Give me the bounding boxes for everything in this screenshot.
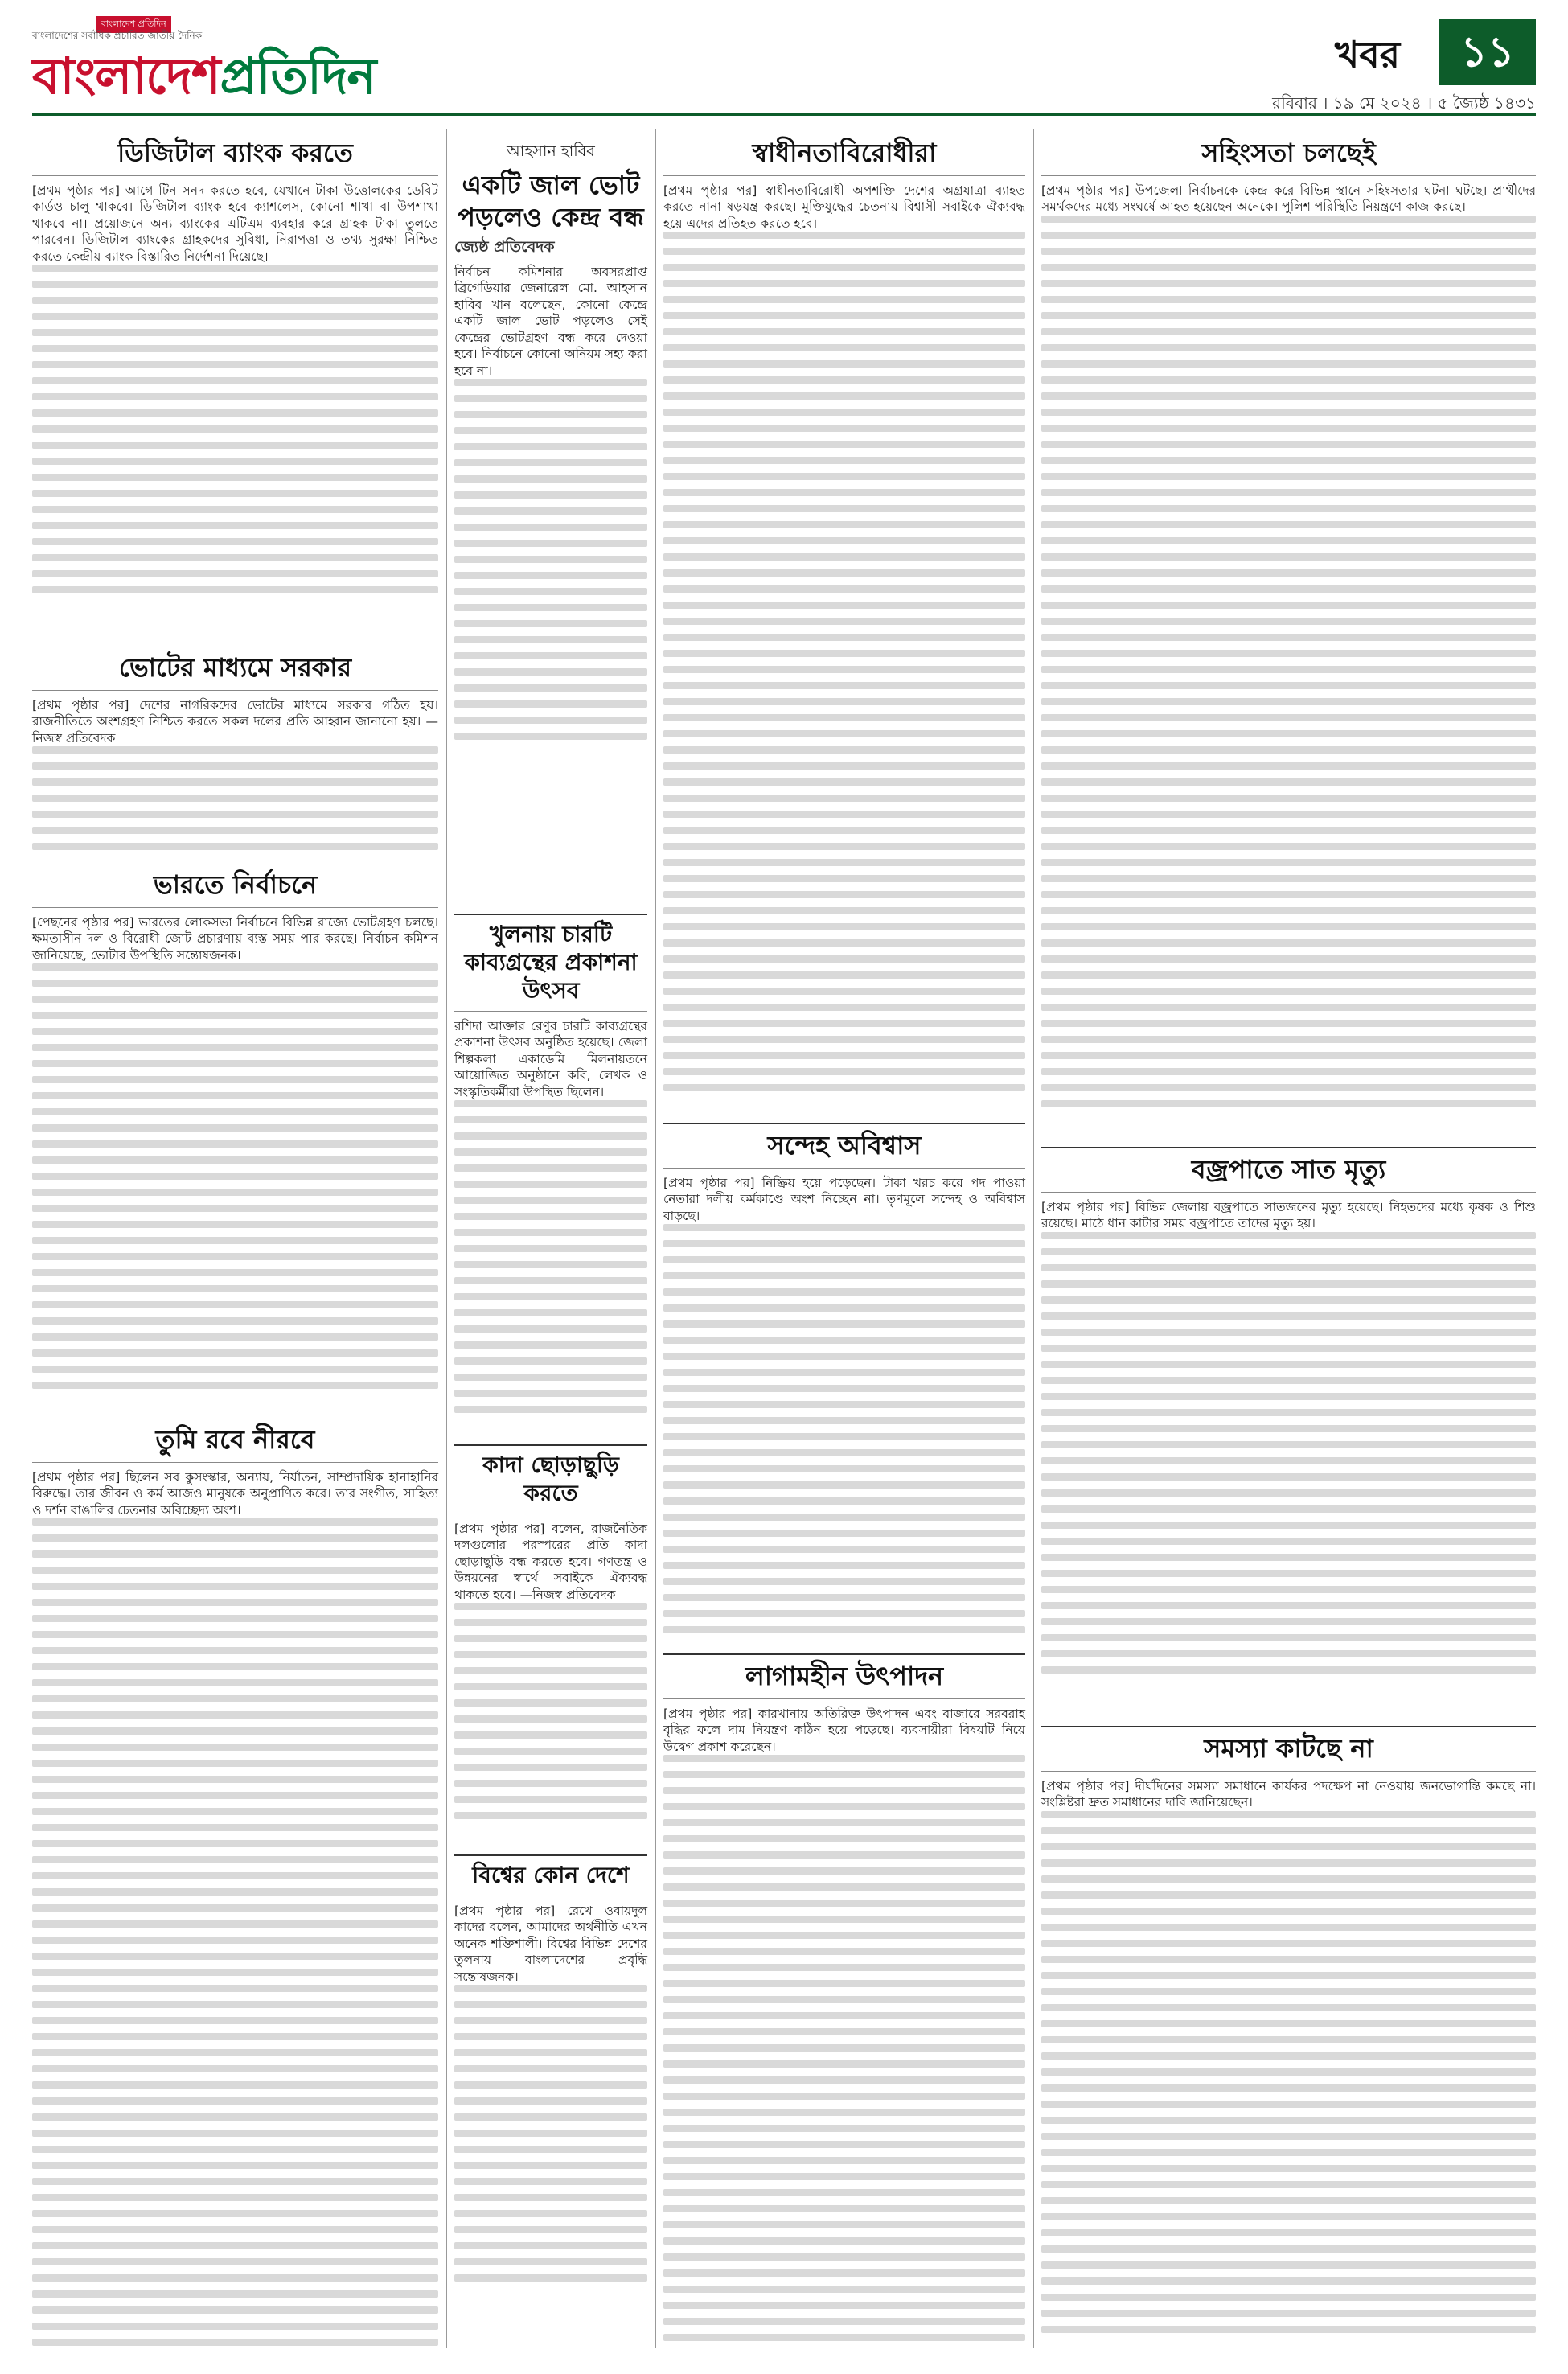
- article-body: [প্রথম পৃষ্ঠার পর] দীর্ঘদিনের সমস্যা সমাধানে কার্যকর পদক্ষেপ না নেওয়ায় জনভোগান্তি কমছে না। সংশ্লিষ্টরা দ্রুত সমাধানের দাবি জানিয়েছেন।: [1041, 1779, 1536, 1810]
- section-label: খবর: [1335, 33, 1401, 76]
- article-bishwer-kon-deshe: [454, 1850, 647, 2290]
- logo-wordmark: [32, 39, 376, 121]
- column-divider: [655, 129, 656, 2348]
- article-body: নির্বাচন কমিশনার অবসরপ্রাপ্ত ব্রিগেডিয়ার জেনারেল মো. আহসান হাবিব খান বলেছেন, কোনো কেন্দ্রে একটি জাল ভোট পড়লেও সেই কেন্দ্রের ভোটগ্রহণ বন্ধ করে দেওয়া হবে। নির্বাচনে কোনো অনিয়ম সহ্য করা হবে না।: [454, 265, 647, 378]
- column-divider: [446, 129, 447, 2348]
- headline: বিশ্বের কোন দেশে: [472, 1862, 630, 1888]
- headline: স্বাধীনতাবিরোধীরা: [752, 138, 937, 168]
- logo-tag-badge: বাংলাদেশ প্রতিদিন: [96, 16, 171, 33]
- headline: কাদা ছোড়াছুড়ি করতে: [482, 1452, 619, 1506]
- column-divider: [1033, 129, 1034, 2348]
- headline: বজ্রপাতে সাত মৃত্যু: [1191, 1154, 1386, 1185]
- headline: সন্দেহ অবিশ্বাস: [767, 1130, 922, 1160]
- article-tumi-robe: [32, 1423, 438, 2355]
- article-body: রশিদা আক্তার রেণুর চারটি কাব্যগ্রন্থের প্রকাশনা উৎসব অনুষ্ঠিত হয়েছে। জেলা শিল্পকলা একাডেমি মিলনায়তনে আয়োজিত অনুষ্ঠানে কবি, লেখক ও সংস্কৃতিকর্মীরা উপস্থিত ছিলেন।: [454, 1019, 647, 1099]
- article-body: [প্রথম পৃষ্ঠার পর] নিষ্ক্রিয় হয়ে পড়েছেন। টাকা খরচ করে পদ পাওয়া নেতারা দলীয় কর্মকাণ্ডে অংশ নিচ্ছেন না। তৃণমূলে সন্দেহ ও অবিশ্বাস বাড়ছে।: [663, 1176, 1025, 1223]
- article-crisis: [1041, 1721, 1536, 2342]
- article-text-block: [32, 746, 438, 859]
- article-uncontrolled: [663, 1649, 1025, 2350]
- headline: তুমি রবে নীরবে: [155, 1424, 315, 1455]
- logo-subtitle: বাংলাদেশের সর্বাধিক প্রচারিত জাতীয় দৈনিক: [32, 30, 203, 41]
- article-kada-chhori: [454, 1440, 647, 1828]
- logo-part2: প্রতিদিন: [220, 47, 376, 105]
- article-text-block: [1041, 216, 1536, 1116]
- article-body: [প্রথম পৃষ্ঠার পর] রেখে ওবায়দুল কাদের বলেন, আমাদের অর্থনীতি এখন অনেক শক্তিশালী। বিশ্বের বিভিন্ন দেশের তুলনায় বাংলাদেশের প্রবৃদ্ধি সন্তোষজনক।: [454, 1904, 647, 1984]
- article-lightning: [1041, 1142, 1536, 1682]
- article-body: [পেছনের পৃষ্ঠার পর] ভারতের লোকসভা নির্বাচনে বিভিন্ন রাজ্যে ভোটগ্রহণ চলছে। ক্ষমতাসীন দল ও বিরোধী জোট প্রচারণায় ব্যস্ত সময় পার করছে। নির্বাচন কমিশন জানিয়েছে, ভোটার উপস্থিতি সন্তোষজনক।: [32, 915, 438, 963]
- article-khulna-poetry: [454, 909, 647, 1422]
- article-text-block: [454, 1100, 647, 1422]
- article-text-block: [454, 1603, 647, 1828]
- page-number: ১১: [1439, 19, 1536, 85]
- article-anti-independence: [663, 137, 1025, 1100]
- article-text-block: [663, 1224, 1025, 1642]
- dateline: রবিবার । ১৯ মে ২০২৪ । ৫ জ্যৈষ্ঠ ১৪৩১: [1272, 93, 1536, 113]
- article-text-block: [663, 232, 1025, 1100]
- logo: [32, 14, 595, 107]
- article-suspicion: [663, 1118, 1025, 1642]
- masthead-rule: [32, 113, 1536, 116]
- article-vote-govt: [32, 651, 438, 859]
- article-india-election: [32, 869, 438, 1398]
- headline: লাগামহীন উৎপাদন: [745, 1661, 944, 1691]
- headline: ডিজিটাল ব্যাংক করতে: [117, 138, 353, 168]
- article-body: [প্রথম পৃষ্ঠার পর] আগে টিন সনদ করতে হবে, যেখানে টাকা উত্তোলকের ডেবিট কার্ডও চালু থাকবে। ডিজিটাল ব্যাংক হবে ক্যাশলেস, কোনো শাখা বা উপশাখা থাকবে না। প্রয়োজনে অন্য ব্যাংকের এটিএম ব্যবহার করে গ্রাহক টাকা তুলতে পারবেন। ডিজিটাল ব্যাংকের গ্রাহকদের সুবিধা, নিরাপত্তা ও তথ্য সুরক্ষা নিশ্চিত করতে কেন্দ্রীয় ব্যাংক বিস্তারিত নির্দেশনা দিয়েছে।: [32, 183, 438, 264]
- article-text-block: [454, 379, 647, 749]
- article-violence: [1041, 137, 1536, 1116]
- article-body: [প্রথম পৃষ্ঠার পর] উপজেলা নির্বাচনকে কেন্দ্র করে বিভিন্ন স্থানে সহিংসতার ঘটনা ঘটছে। প্রার্থীদের সমর্থকদের মধ্যে সংঘর্ষে আহত হয়েছেন অনেকে। পুলিশ পরিস্থিতি নিয়ন্ত্রণে কাজ করছে।: [1041, 183, 1536, 215]
- headline: সমস্যা কাটছে না: [1204, 1733, 1373, 1764]
- article-text-block: [454, 1985, 647, 2290]
- article-body: [প্রথম পৃষ্ঠার পর] স্বাধীনতাবিরোধী অপশক্তি দেশের অগ্রযাত্রা ব্যাহত করতে নানা ষড়যন্ত্র করছে। মুক্তিযুদ্ধের চেতনায় বিশ্বাসী সবাইকে ঐক্যবদ্ধ হয়ে এদের প্রতিহত করতে হবে।: [663, 183, 1025, 231]
- article-text-block: [32, 1518, 438, 2355]
- byline: জ্যেষ্ঠ প্রতিবেদক: [454, 238, 555, 256]
- author-name: আহসান হাবিব: [507, 142, 595, 160]
- article-body: [প্রথম পৃষ্ঠার পর] বিভিন্ন জেলায় বজ্রপাতে সাতজনের মৃত্যু হয়েছে। নিহতদের মধ্যে কৃষক ও শিশু রয়েছে। মাঠে ধান কাটার সময় বজ্রপাতে তাদের মৃত্যু হয়।: [1041, 1200, 1536, 1231]
- section-header: [1335, 19, 1536, 85]
- article-text-block: [663, 1755, 1025, 2350]
- headline: ভারতে নির্বাচনে: [153, 869, 318, 900]
- article-text-block: [32, 265, 438, 602]
- article-body: [প্রথম পৃষ্ঠার পর] কারখানায় অতিরিক্ত উৎপাদন এবং বাজারে সরবরাহ বৃদ্ধির ফলে দাম নিয়ন্ত্রণ কঠিন হয়ে পড়েছে। ব্যবসায়ীরা বিষয়টি নিয়ে উদ্বেগ প্রকাশ করেছেন।: [663, 1707, 1025, 1754]
- article-body: [প্রথম পৃষ্ঠার পর] দেশের নাগরিকদের ভোটের মাধ্যমে সরকার গঠিত হয়। রাজনীতিতে অংশগ্রহণ নিশ্চিত করতে সকল দলের প্রতি আহ্বান জানানো হয়। —নিজস্ব প্রতিবেদক: [32, 698, 438, 745]
- article-text-block: [1041, 1811, 1536, 2342]
- article-digital-bank: [32, 137, 438, 602]
- logo-part1: বাংলাদেশ: [32, 47, 220, 105]
- headline: ভোটের মাধ্যমে সরকার: [118, 652, 352, 683]
- article-text-block: [1041, 1232, 1536, 1682]
- headline: একটি জাল ভোট পড়লেও কেন্দ্র বন্ধ: [458, 170, 644, 232]
- article-fake-vote: [454, 137, 647, 749]
- headline: সহিংসতা চলছেই: [1201, 138, 1376, 168]
- article-body: [প্রথম পৃষ্ঠার পর] বলেন, রাজনৈতিক দলগুলোর পরস্পরের প্রতি কাদা ছোড়াছুড়ি বন্ধ করতে হবে। গণতন্ত্র ও উন্নয়নের স্বার্থে সবাইকে ঐক্যবদ্ধ থাকতে হবে। —নিজস্ব প্রতিবেদক: [454, 1522, 647, 1602]
- masthead: [32, 14, 1536, 111]
- article-text-block: [32, 963, 438, 1398]
- headline: খুলনায় চারটি কাব্যগ্রন্থের প্রকাশনা উৎসব: [464, 921, 638, 1004]
- article-body: [প্রথম পৃষ্ঠার পর] ছিলেন সব কুসংস্কার, অন্যায়, নির্যাতন, সাম্প্রদায়িক হানাহানির বিরুদ্ধে। তার জীবন ও কর্ম আজও মানুষকে অনুপ্রাণিত করে। তার সংগীত, সাহিত্য ও দর্শন বাঙালির চেতনার অবিচ্ছেদ্য অংশ।: [32, 1470, 438, 1518]
